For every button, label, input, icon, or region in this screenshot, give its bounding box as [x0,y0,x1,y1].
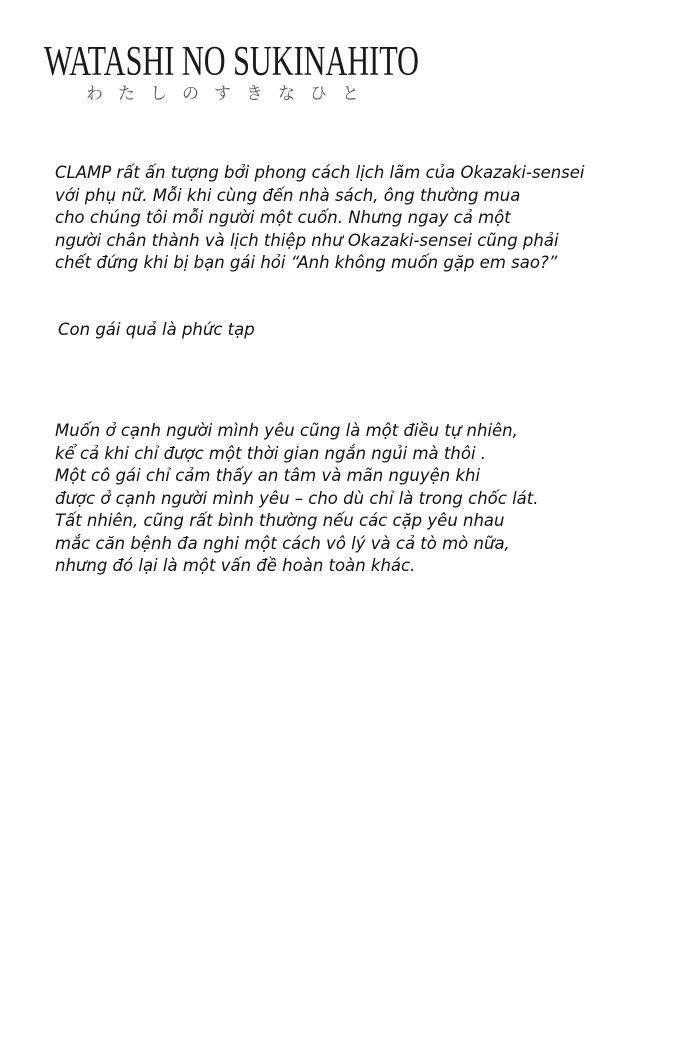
paragraph-line: kể cả khi chỉ được một thời gian ngắn ngủi mà thôi . [55,443,487,463]
paragraph-line: mắc căn bệnh đa nghi một cách vô lý và cả tò mò nữa, [55,533,510,553]
paragraph-line: chết đứng khi bị bạn gái hỏi “Anh không muốn gặp em sao?” [55,253,558,272]
middle-paragraph [58,319,255,342]
paragraph-line: nhưng đó lại là một vấn đề hoàn toàn khác. [55,556,416,575]
page-subtitle-hiragana: わたしのすきなひと [86,84,374,104]
paragraph-line: Một cô gái chỉ cảm thấy an tâm và mãn nguyện khi [55,466,481,485]
paragraph-line: được ở cạnh người mình yêu – cho dù chỉ là trong chốc lát. [55,488,539,508]
paragraph-line: cho chúng tôi mỗi người một cuốn. Nhưng ngay cả một [55,208,511,227]
closing-paragraph [55,420,539,578]
intro-paragraph [55,162,585,275]
paragraph-line: Con gái quả là phức tạp [58,320,255,339]
paragraph-line: người chân thành và lịch thiệp như Okazaki-sensei cũng phải [55,230,559,250]
paragraph-line: với phụ nữ. Mỗi khi cùng đến nhà sách, ông thường mua [55,185,521,205]
paragraph-line: Muốn ở cạnh người mình yêu cũng là một điều tự nhiên, [55,421,518,440]
page-title: WATASHI NO SUKINAHITO [44,39,420,85]
paragraph-line: Tất nhiên, cũng rất bình thường nếu các cặp yêu nhau [55,511,505,530]
paragraph-line: CLAMP rất ấn tượng bởi phong cách lịch lãm của Okazaki-sensei [55,163,585,182]
